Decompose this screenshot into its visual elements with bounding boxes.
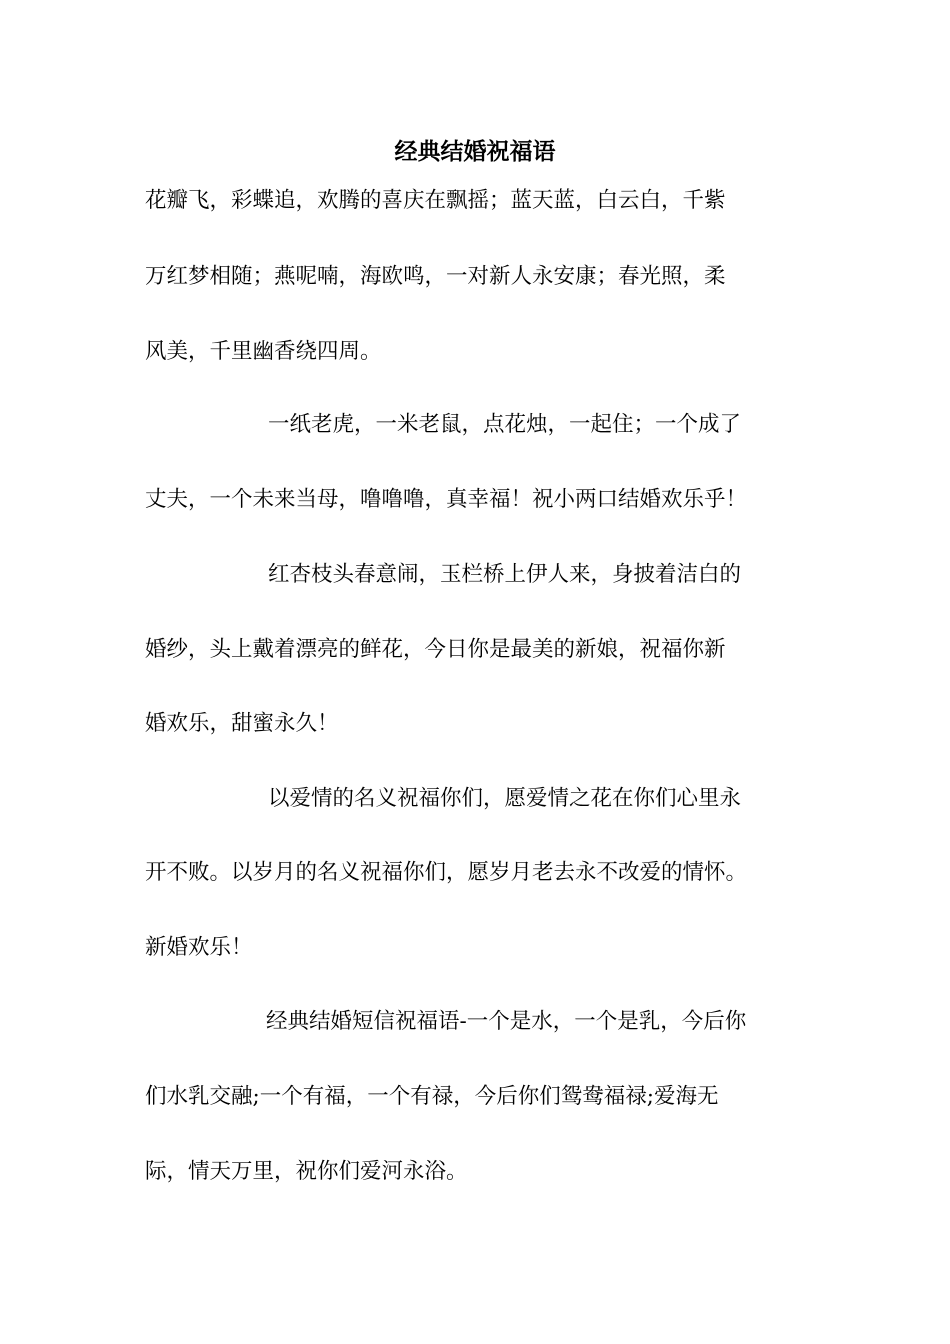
paragraph-5-line-3: 际，情天万里，祝你们爱河永浴。: [145, 1159, 468, 1184]
paragraph-3-line-3: 婚欢乐，甜蜜永久！: [145, 711, 339, 736]
paragraph-4-line-1: 以爱情的名义祝福你们，愿爱情之花在你们心里永: [268, 786, 742, 811]
paragraph-3-line-1: 红杏枝头春意闹，玉栏桥上伊人来，身披着洁白的: [268, 562, 742, 587]
paragraph-4-line-2: 开不败。以岁月的名义祝福你们，愿岁月老去永不改爱的情怀。: [145, 860, 748, 885]
document-title: 经典结婚祝福语: [394, 138, 556, 165]
paragraph-1-line-2: 万红梦相随；燕呢喃，海欧鸣，一对新人永安康；春光照，柔: [145, 264, 726, 289]
paragraph-1-line-1: 花瓣飞，彩蝶追，欢腾的喜庆在飘摇；蓝天蓝，白云白，千紫: [145, 188, 726, 213]
paragraph-3-line-2: 婚纱，头上戴着漂亮的鲜花，今日你是最美的新娘，祝福你新: [145, 637, 726, 662]
paragraph-5-line-2: 们水乳交融;一个有福，一个有禄，今后你们鸳鸯福禄;爱海无: [145, 1084, 719, 1109]
paragraph-2-line-1: 一纸老虎，一米老鼠，点花烛，一起住；一个成了: [268, 412, 742, 437]
paragraph-2-line-2: 丈夫，一个未来当母，噜噜噜，真幸福！祝小两口结婚欢乐乎！: [145, 487, 748, 512]
paragraph-5-line-1: 经典结婚短信祝福语-一个是水，一个是乳，今后你: [266, 1009, 747, 1034]
paragraph-1-line-3: 风美，千里幽香绕四周。: [145, 339, 382, 364]
paragraph-4-line-3: 新婚欢乐！: [145, 935, 253, 960]
